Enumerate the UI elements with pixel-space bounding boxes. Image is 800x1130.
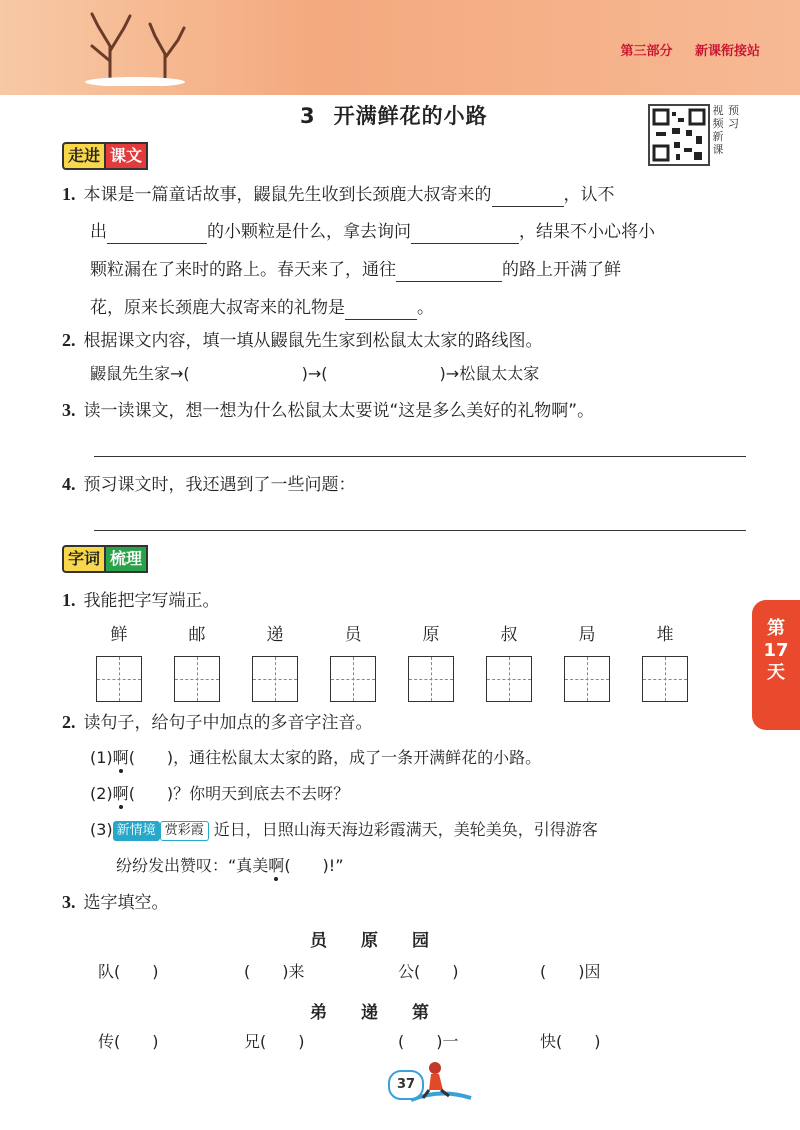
- tab-text: 天: [767, 662, 785, 683]
- w2-text: 读句子，给句子中加点的多音字注音。: [83, 713, 373, 733]
- char-cell: [96, 622, 142, 702]
- w2-text[interactable]: ( )？你明天到底去不去呀？: [128, 784, 350, 803]
- option-group-2: 弟 递 第: [310, 1003, 429, 1023]
- answer-blank[interactable]: [492, 188, 564, 207]
- w3-blank[interactable]: ( )因: [540, 962, 601, 981]
- w2-label: (2): [90, 784, 113, 803]
- writing-grid[interactable]: [252, 656, 298, 702]
- w2-text[interactable]: ( )，通往松鼠太太家的路，成了一条开满鲜花的小路。: [128, 748, 542, 767]
- q1-text: ，认不: [563, 185, 615, 205]
- char-cell: [408, 622, 454, 702]
- qr-caption-col: 视频: [712, 104, 724, 130]
- w2-text: 纷纷发出赞叹：“真美: [116, 856, 269, 875]
- w3-blank[interactable]: 传( ): [98, 1032, 159, 1051]
- q1-text: 本课是一篇童话故事，鼹鼠先生收到长颈鹿大叔寄来的: [83, 185, 492, 205]
- writing-grid[interactable]: [96, 656, 142, 702]
- writing-grid[interactable]: [564, 656, 610, 702]
- w2-sentence3-cont: [116, 854, 344, 878]
- char-label: 鲜: [110, 625, 128, 645]
- w3-blank[interactable]: 公( ): [398, 962, 459, 981]
- dotted-char: 啊: [268, 856, 285, 875]
- q4-line: [62, 472, 356, 497]
- w3-blank[interactable]: 队( ): [98, 962, 159, 981]
- page-number: 37: [388, 1070, 424, 1100]
- char-cell: [642, 622, 688, 702]
- qr-caption-col: 预习: [728, 104, 739, 130]
- q1-number: 1.: [62, 184, 76, 204]
- header-section-label: [602, 40, 760, 59]
- w2-text: 近日，日照山海天海边彩霞满天，美轮美奂，引得游客: [213, 820, 598, 839]
- tab-text: 第: [767, 618, 785, 639]
- char-label: 局: [578, 625, 596, 645]
- q2-number: 2.: [62, 330, 76, 350]
- w2-label: (1): [90, 748, 113, 767]
- w2-line: [62, 710, 373, 735]
- writing-grid[interactable]: [330, 656, 376, 702]
- answer-blank[interactable]: [411, 225, 519, 244]
- w1-text: 我能把字写端正。: [83, 591, 220, 611]
- q1-text: 。: [417, 298, 434, 318]
- q2-line: [62, 328, 543, 353]
- qr-code-icon[interactable]: [648, 104, 710, 166]
- w2-sentence1: [90, 746, 541, 770]
- badge-part-b: 梳理: [104, 545, 148, 573]
- answer-blank[interactable]: [107, 225, 207, 244]
- option-group-1: 员 原 园: [310, 931, 429, 951]
- q1-line3: [90, 258, 621, 282]
- q1-text: 颗粒漏在了来时的路上。春天来了，通往: [90, 260, 396, 280]
- w3-blank[interactable]: 兄( ): [244, 1032, 305, 1051]
- q1-line4: [90, 296, 434, 320]
- q1-text: 出: [90, 222, 107, 242]
- char-label: 邮: [188, 625, 206, 645]
- char-cell: [486, 622, 532, 702]
- qr-caption-col: 新课: [712, 130, 724, 156]
- header-banner: [0, 0, 800, 95]
- char-label: 叔: [500, 625, 518, 645]
- w2-label: (3): [90, 820, 113, 839]
- q1-line1: [62, 182, 615, 207]
- w2-sentence3: [90, 818, 598, 842]
- lesson-title-text: 开满鲜花的小路: [333, 104, 488, 128]
- answer-blank[interactable]: [396, 263, 502, 282]
- w2-number: 2.: [62, 712, 76, 732]
- writing-grid[interactable]: [408, 656, 454, 702]
- writing-grid[interactable]: [174, 656, 220, 702]
- w3-blank[interactable]: ( )来: [244, 962, 305, 981]
- w2-sentence2: [90, 782, 349, 806]
- char-cell: [174, 622, 220, 702]
- lesson-number: 3: [300, 104, 316, 128]
- q4-number: 4.: [62, 474, 76, 494]
- answer-blank[interactable]: [345, 301, 417, 320]
- q3-number: 3.: [62, 400, 76, 420]
- q3-text: 读一读课文，想一想为什么松鼠太太要说“这是多么美好的礼物啊”。: [83, 401, 595, 421]
- q1-text: 花，原来长颈鹿大叔寄来的礼物是: [90, 298, 345, 318]
- q2-text: 根据课文内容，填一填从鼹鼠先生家到松鼠太太家的路线图。: [83, 331, 543, 351]
- q4-text: 预习课文时，我还遇到了一些问题：: [83, 475, 356, 495]
- writing-grid[interactable]: [642, 656, 688, 702]
- w1-number: 1.: [62, 590, 76, 610]
- topic-tag: 赏彩霞: [160, 821, 209, 841]
- char-cell: [330, 622, 376, 702]
- badge-part-b: 课文: [104, 142, 148, 170]
- q1-line2: [90, 220, 655, 244]
- badge-part-a: 字词: [62, 545, 104, 573]
- section-badge-words: [62, 545, 148, 573]
- w3-number: 3.: [62, 892, 76, 912]
- winter-tree-icon: [80, 6, 200, 86]
- tab-number: 17: [763, 640, 789, 661]
- answer-line[interactable]: [94, 530, 746, 531]
- answer-line[interactable]: [94, 456, 746, 457]
- char-label: 递: [266, 625, 284, 645]
- header-part: 第三部分: [620, 44, 673, 59]
- char-cell: [252, 622, 298, 702]
- w3-text: 选字填空。: [83, 893, 169, 913]
- q1-text: 的路上开满了鲜: [502, 260, 621, 280]
- section-badge-reading: [62, 142, 148, 170]
- header-section: 新课衔接站: [694, 44, 760, 59]
- w1-line: [62, 588, 220, 613]
- w3-blank[interactable]: ( )一: [398, 1032, 459, 1051]
- w2-text[interactable]: ( )!”: [284, 856, 344, 875]
- w3-line: [62, 890, 169, 915]
- q2-route[interactable]: 鼹鼠先生家→( )→( )→松鼠太太家: [90, 364, 540, 383]
- char-label: 堆: [656, 625, 674, 645]
- dotted-char: 啊: [112, 784, 129, 803]
- badge-part-a: 走进: [62, 142, 104, 170]
- w3-blank[interactable]: 快( ): [540, 1032, 601, 1051]
- char-label: 原: [422, 625, 440, 645]
- new-context-tag: 新情境: [113, 821, 160, 841]
- q1-text: 的小颗粒是什么，拿去询问: [207, 222, 411, 242]
- day-side-tab: [752, 600, 800, 730]
- writing-grid[interactable]: [486, 656, 532, 702]
- q3-line: [62, 398, 594, 423]
- lesson-title: [300, 100, 488, 130]
- q1-text: ，结果不小心将小: [519, 222, 655, 242]
- qr-caption: [712, 104, 752, 156]
- dotted-char: 啊: [112, 748, 129, 767]
- char-label: 员: [344, 625, 362, 645]
- char-cell: [564, 622, 610, 702]
